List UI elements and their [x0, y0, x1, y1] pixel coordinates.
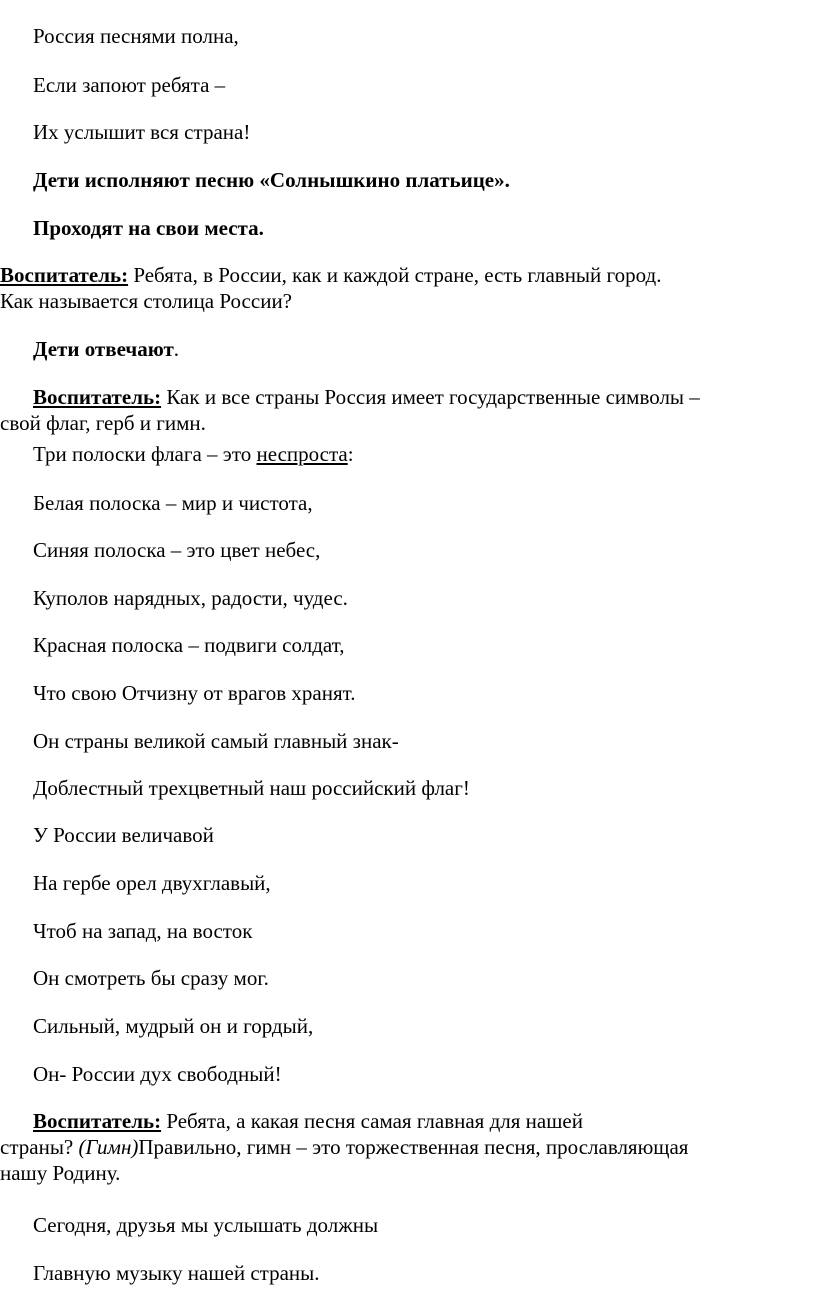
poem-line: Доблестный трехцветный наш российский флаг! — [33, 776, 470, 800]
stage-direction-seats: Проходят на свои места. — [33, 216, 264, 240]
speech-text: Ребята, а какая песня самая главная для нашей — [161, 1109, 583, 1133]
speech-text: Ребята, в России, как и каждой стране, есть главный город. — [128, 263, 662, 287]
teacher-speech-symbols — [0, 384, 812, 436]
speaker-label: Воспитатель: — [0, 263, 129, 287]
poem-line: Их услышит вся страна! — [33, 120, 251, 144]
poem-line: Синяя полоска – это цвет небес, — [33, 538, 321, 562]
speech-text: Правильно, гимн – это торжественная песня, прославляющая — [138, 1135, 689, 1159]
speech-text: нашу Родину. — [0, 1161, 121, 1185]
poem-line: Белая полоска – мир и чистота, — [33, 491, 313, 515]
italic-remark: (Гимн) — [78, 1135, 139, 1159]
speech-text: страны? — [0, 1135, 79, 1159]
poem-line: У России величавой — [33, 823, 214, 847]
answer-label: Дети отвечают — [33, 337, 174, 361]
speaker-label: Воспитатель: — [33, 385, 162, 409]
stage-direction-song: Дети исполняют песню «Солнышкино платьице». — [33, 168, 510, 192]
speech-text: Как и все страны Россия имеет государственные символы – — [161, 385, 700, 409]
poem-line: Сильный, мудрый он и гордый, — [33, 1014, 314, 1038]
poem-line: Чтоб на запад, на восток — [33, 919, 253, 943]
poem-line: Он- России дух свободный! — [33, 1062, 282, 1086]
poem-line: Если запоют ребята – — [33, 73, 226, 97]
poem-line: Главную музыку нашей страны. — [33, 1261, 320, 1285]
teacher-speech-capital — [0, 262, 812, 314]
stage-direction-answer — [33, 336, 179, 362]
speech-text: свой флаг, герб и гимн. — [0, 411, 206, 435]
poem-line: Россия песнями полна, — [33, 24, 239, 48]
poem-line: Он страны великой самый главный знак- — [33, 729, 399, 753]
poem-line: Он смотреть бы сразу мог. — [33, 966, 269, 990]
poem-line: Сегодня, друзья мы услышать должны — [33, 1213, 379, 1237]
speech-text: Как называется столица России? — [0, 289, 293, 313]
teacher-speech-anthem — [0, 1108, 812, 1186]
flag-intro: Три полоски флага – это неспроста: — [33, 442, 354, 466]
poem-line: Красная полоска – подвиги солдат, — [33, 633, 345, 657]
poem-line: На гербе орел двухглавый, — [33, 871, 271, 895]
poem-line: Что свою Отчизну от врагов хранят. — [33, 681, 356, 705]
speaker-label: Воспитатель: — [33, 1109, 162, 1133]
poem-line: Куполов нарядных, радости, чудес. — [33, 586, 348, 610]
underlined-word: неспроста — [256, 442, 348, 466]
answer-tail: . — [173, 337, 180, 361]
